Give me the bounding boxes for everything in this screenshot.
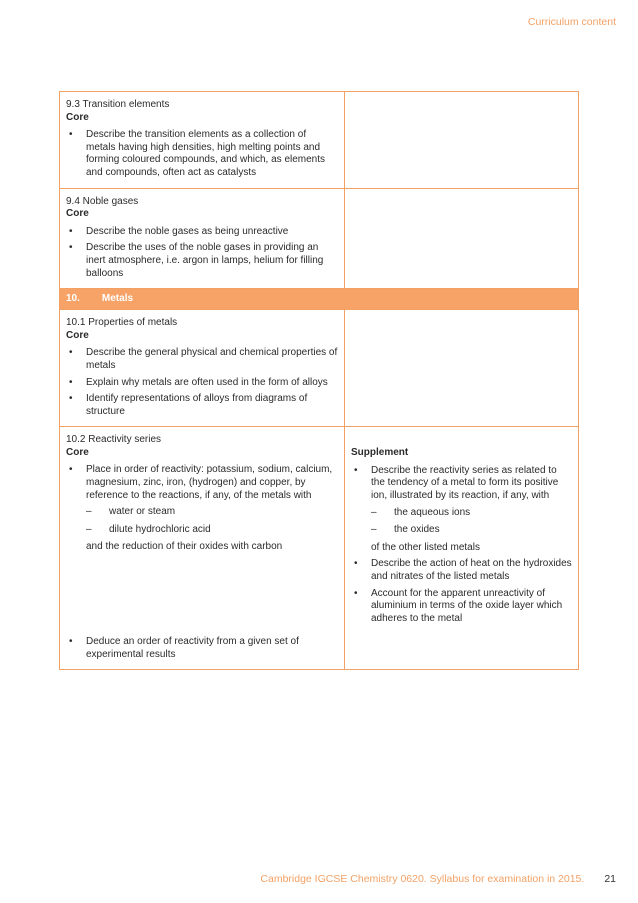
running-header: Curriculum content [527,16,616,28]
dash-item: – the aqueous ions [351,507,572,520]
table-row [60,427,579,670]
supplement-cell [345,427,579,670]
supplement-cell [345,310,579,427]
topic-title: 10.1 Properties of metals [66,317,178,329]
section-heading [60,289,579,310]
core-label: Core [66,208,89,220]
dash-item: – the oxides [351,524,572,537]
core-label: Core [66,111,89,123]
section-number: 10. [66,293,80,305]
list-item: • Describe the noble gases as being unreactive [66,226,338,239]
list-item: • Explain why metals are often used in the form of alloys [66,377,338,390]
list-item: • Describe the transition elements as a collection of metals having high densities, high melting points and forming coloured compounds, and which, as elements and compounds, often act as catalysts [66,129,338,179]
section-band [60,289,579,310]
topic-title: 9.4 Noble gases [66,195,139,207]
table-row [60,310,579,427]
continuation-text: and the reduction of their oxides with carbon [86,541,283,553]
list-item: • Identify representations of alloys from diagrams of structure [66,393,338,418]
topic-title: 9.3 Transition elements [66,99,170,110]
core-label: Core [66,329,89,341]
list-item: • Describe the action of heat on the hydroxides and nitrates of the listed metals [351,558,572,583]
list-item: • Place in order of reactivity: potassium, sodium, calcium, magnesium, zinc, iron, (hydrogen) and copper, by reference to the reactions, if any, of the metals with [66,464,338,502]
topic-title: 10.2 Reactivity series [66,434,162,446]
page-footer [260,873,616,885]
list-item: • Describe the reactivity series as related to the tendency of a metal to form its positive ion, illustrated by its reaction, if any, with [351,465,572,503]
core-cell [60,310,345,427]
dash-item: – water or steam [66,506,338,519]
dash-item: – dilute hydrochloric acid [66,524,338,537]
list-item: • Describe the general physical and chemical properties of metals [66,347,338,372]
list-item: • Account for the apparent unreactivity of aluminium in terms of the oxide layer which adheres to the metal [351,588,572,626]
table-row [60,92,579,189]
core-cell [60,427,345,670]
supplement-label: Supplement [351,447,409,459]
syllabus-table [59,91,579,670]
core-cell [60,92,345,189]
supplement-cell [345,188,579,289]
section-label: Metals [101,293,134,305]
supplement-cell [345,92,579,189]
core-cell [60,188,345,289]
continuation-text: of the other listed metals [371,541,480,553]
gap [66,558,338,636]
page-number: 21 [604,873,616,885]
core-label: Core [66,446,89,458]
list-item: • Describe the uses of the noble gases in providing an inert atmosphere, i.e. argon in lamps, helium for filling balloons [66,242,338,280]
list-item: • Deduce an order of reactivity from a given set of experimental results [66,636,338,661]
table-row [60,188,579,289]
footer-text: Cambridge IGCSE Chemistry 0620. Syllabus for examination in 2015. [260,873,585,885]
